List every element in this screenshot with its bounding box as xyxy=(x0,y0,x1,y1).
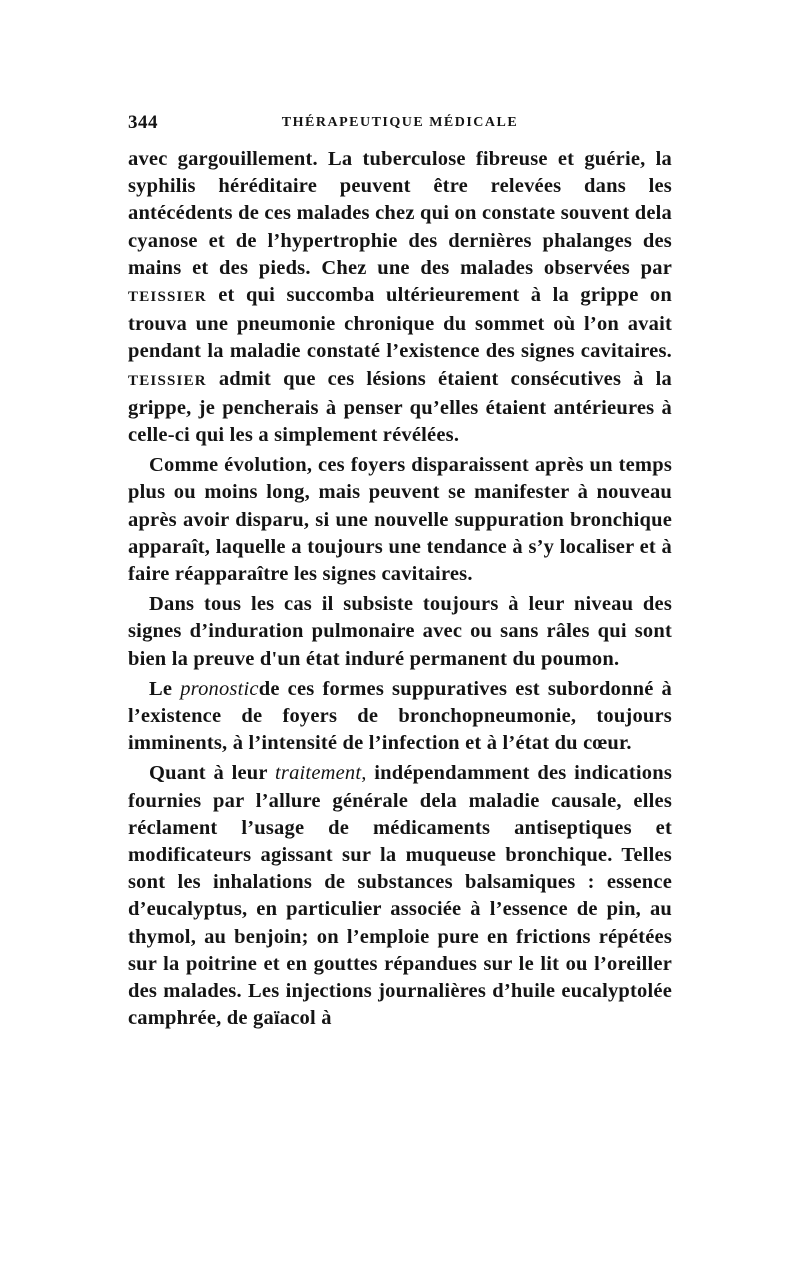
author-name: TEISSIER xyxy=(128,289,207,306)
text-segment: Comme évolution, ces foyers disparaissent après un temps plus ou moins long, mais peuvent se manifester à nouveau après avoir disparu, si une nouvelle suppuration bronchique apparaît, laquelle a toujours une tendance à s’y localiser et à faire réapparaître les signes cavitaires. xyxy=(128,454,672,586)
paragraph-pronostic xyxy=(128,676,672,758)
text-segment: avec gargouillement. La tuberculose fibreuse et guérie, la syphilis héréditaire peuvent être relevées dans les antécédents de ces malades chez qui on constate souvent dela cyanose et de l’hypertrophie des dernières phalanges des mains et des pieds. Chez une des malades observées par xyxy=(128,148,672,279)
text-segment: de ces formes suppuratives est subordonné à l’existence de foyers de bronchopneumonie, toujours imminents, à l’intensité de l’infection et à l’état du cœur. xyxy=(128,677,672,755)
paragraph-evolution xyxy=(128,452,672,588)
text-segment: admit que ces lésions étaient consécutives à la grippe, je pencherais à penser qu’elles étaient antérieures à celle-ci qui les a simplement révélées. xyxy=(128,367,672,447)
running-header xyxy=(128,112,672,140)
body-text xyxy=(128,146,672,1033)
running-title: THÉRAPEUTIQUE MÉDICALE xyxy=(281,115,519,130)
page-number: 344 xyxy=(128,112,158,133)
book-page xyxy=(128,112,672,1036)
text-segment: indépendamment des indications fournies par l’allure générale dela maladie causale, elles réclament l’usage de médicaments antiseptiques et modificateurs agissant sur la muqueuse bronchique. Telles sont les inhalations de substances balsamiques : essence d’eucalyptus, en particulier associée à l’essence de pin, au thymol, au benjoin; on l’emploie pure en frictions répétées sur la poitrine et en gouttes répandues sur le lit ou l’oreiller des malades. Les injections journalières d’huile eucalyptolée camphrée, de gaïacol à xyxy=(128,762,672,1030)
text-segment: Quant à leur xyxy=(149,762,275,785)
paragraph-traitement xyxy=(128,760,672,1032)
text-segment: Dans tous les cas il subsiste toujours à leur niveau des signes d’induration pulmonaire avec ou sans râles qui sont bien la preuve d'un état induré permanent du poumon. xyxy=(128,593,672,670)
text-segment: Le xyxy=(149,677,181,700)
italic-term: pronostic xyxy=(180,677,259,700)
author-name: TEISSIER xyxy=(128,372,207,389)
paragraph-induration xyxy=(128,591,672,673)
italic-term: traitement, xyxy=(275,762,367,785)
paragraph-continued xyxy=(128,146,672,449)
text-segment: et qui succomba ultérieurement à la grippe on trouva une pneumonie chronique du sommet où l’on avait pendant la maladie constaté l’existence des signes cavitaires. xyxy=(128,284,672,363)
